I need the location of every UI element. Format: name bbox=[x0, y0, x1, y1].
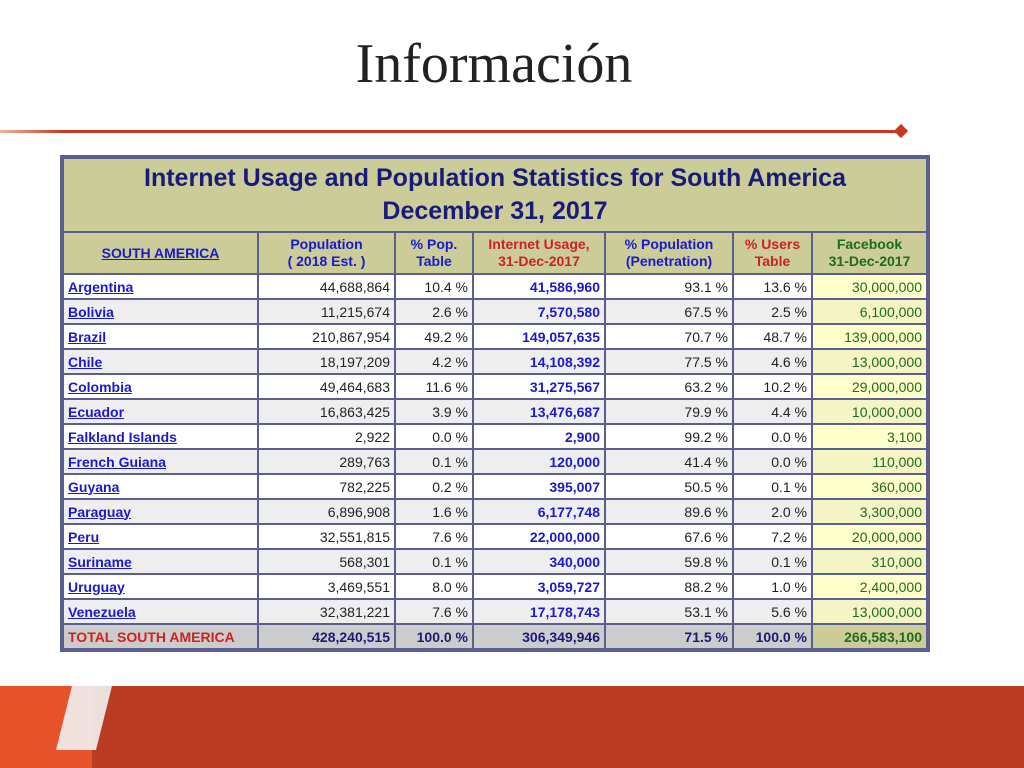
col-header-facebook: Facebook 31-Dec-2017 bbox=[813, 233, 926, 273]
population-cell: 18,197,209 bbox=[259, 350, 394, 373]
penetration-cell: 67.5 % bbox=[606, 300, 732, 323]
internet-usage-cell: 13,476,687 bbox=[474, 400, 604, 423]
penetration-cell: 99.2 % bbox=[606, 425, 732, 448]
population-cell: 3,469,551 bbox=[259, 575, 394, 598]
users-pct-cell: 13.6 % bbox=[734, 275, 811, 298]
internet-usage-cell: 22,000,000 bbox=[474, 525, 604, 548]
penetration-cell: 53.1 % bbox=[606, 600, 732, 623]
col-header-penetration: % Population (Penetration) bbox=[606, 233, 732, 273]
pop-pct-cell: 0.1 % bbox=[396, 550, 472, 573]
population-cell: 49,464,683 bbox=[259, 375, 394, 398]
population-cell: 210,867,954 bbox=[259, 325, 394, 348]
users-pct-cell: 48.7 % bbox=[734, 325, 811, 348]
users-pct-cell: 0.1 % bbox=[734, 550, 811, 573]
facebook-cell: 13,000,000 bbox=[813, 350, 926, 373]
table-title-line2: December 31, 2017 bbox=[382, 197, 608, 225]
penetration-cell: 59.8 % bbox=[606, 550, 732, 573]
facebook-cell: 3,300,000 bbox=[813, 500, 926, 523]
table-row bbox=[64, 600, 926, 623]
country-link[interactable]: French Guiana bbox=[64, 450, 257, 473]
population-cell: 2,922 bbox=[259, 425, 394, 448]
table-row bbox=[64, 475, 926, 498]
facebook-cell: 20,000,000 bbox=[813, 525, 926, 548]
population-cell: 289,763 bbox=[259, 450, 394, 473]
internet-usage-cell: 120,000 bbox=[474, 450, 604, 473]
country-link[interactable]: Colombia bbox=[64, 375, 257, 398]
pop-pct-cell: 7.6 % bbox=[396, 525, 472, 548]
country-link[interactable]: Chile bbox=[64, 350, 257, 373]
total-penetration: 71.5 % bbox=[606, 625, 732, 648]
facebook-cell: 29,000,000 bbox=[813, 375, 926, 398]
users-pct-cell: 10.2 % bbox=[734, 375, 811, 398]
internet-usage-cell: 149,057,635 bbox=[474, 325, 604, 348]
pop-pct-cell: 1.6 % bbox=[396, 500, 472, 523]
country-link[interactable]: Venezuela bbox=[64, 600, 257, 623]
pop-pct-cell: 0.1 % bbox=[396, 450, 472, 473]
penetration-cell: 89.6 % bbox=[606, 500, 732, 523]
table-title-line1: Internet Usage and Population Statistics for South America bbox=[144, 164, 846, 192]
internet-usage-cell: 41,586,960 bbox=[474, 275, 604, 298]
users-pct-cell: 4.4 % bbox=[734, 400, 811, 423]
country-link[interactable]: Suriname bbox=[64, 550, 257, 573]
facebook-cell: 6,100,000 bbox=[813, 300, 926, 323]
users-pct-cell: 0.1 % bbox=[734, 475, 811, 498]
table-row bbox=[64, 400, 926, 423]
table-row bbox=[64, 500, 926, 523]
population-cell: 44,688,864 bbox=[259, 275, 394, 298]
country-link[interactable]: Bolivia bbox=[64, 300, 257, 323]
table-row bbox=[64, 275, 926, 298]
pop-pct-cell: 0.0 % bbox=[396, 425, 472, 448]
population-cell: 568,301 bbox=[259, 550, 394, 573]
users-pct-cell: 2.0 % bbox=[734, 500, 811, 523]
stats-table-frame bbox=[60, 155, 930, 652]
col-header-population: Population ( 2018 Est. ) bbox=[259, 233, 394, 273]
table-row bbox=[64, 525, 926, 548]
table-row bbox=[64, 450, 926, 473]
penetration-cell: 41.4 % bbox=[606, 450, 732, 473]
population-cell: 32,551,815 bbox=[259, 525, 394, 548]
internet-usage-cell: 3,059,727 bbox=[474, 575, 604, 598]
facebook-cell: 3,100 bbox=[813, 425, 926, 448]
table-row bbox=[64, 375, 926, 398]
country-link[interactable]: Ecuador bbox=[64, 400, 257, 423]
stats-table bbox=[62, 157, 928, 650]
total-pop-pct: 100.0 % bbox=[396, 625, 472, 648]
total-row bbox=[64, 625, 926, 648]
total-facebook: 266,583,100 bbox=[813, 625, 926, 648]
penetration-cell: 67.6 % bbox=[606, 525, 732, 548]
divider-diamond-icon bbox=[894, 124, 908, 138]
users-pct-cell: 2.5 % bbox=[734, 300, 811, 323]
pop-pct-cell: 3.9 % bbox=[396, 400, 472, 423]
users-pct-cell: 0.0 % bbox=[734, 450, 811, 473]
facebook-cell: 360,000 bbox=[813, 475, 926, 498]
penetration-cell: 79.9 % bbox=[606, 400, 732, 423]
table-row bbox=[64, 300, 926, 323]
pop-pct-cell: 49.2 % bbox=[396, 325, 472, 348]
table-row bbox=[64, 425, 926, 448]
internet-usage-cell: 2,900 bbox=[474, 425, 604, 448]
country-link[interactable]: Brazil bbox=[64, 325, 257, 348]
pop-pct-cell: 2.6 % bbox=[396, 300, 472, 323]
pop-pct-cell: 0.2 % bbox=[396, 475, 472, 498]
penetration-cell: 63.2 % bbox=[606, 375, 732, 398]
col-header-users-table: % Users Table bbox=[734, 233, 811, 273]
table-row bbox=[64, 575, 926, 598]
population-cell: 16,863,425 bbox=[259, 400, 394, 423]
penetration-cell: 88.2 % bbox=[606, 575, 732, 598]
country-link[interactable]: Guyana bbox=[64, 475, 257, 498]
country-link[interactable]: Paraguay bbox=[64, 500, 257, 523]
facebook-cell: 30,000,000 bbox=[813, 275, 926, 298]
pop-pct-cell: 11.6 % bbox=[396, 375, 472, 398]
internet-usage-cell: 17,178,743 bbox=[474, 600, 604, 623]
users-pct-cell: 0.0 % bbox=[734, 425, 811, 448]
internet-usage-cell: 31,275,567 bbox=[474, 375, 604, 398]
col-header-region[interactable]: SOUTH AMERICA bbox=[64, 233, 257, 273]
penetration-cell: 50.5 % bbox=[606, 475, 732, 498]
population-cell: 32,381,221 bbox=[259, 600, 394, 623]
col-header-internet-usage: Internet Usage, 31-Dec-2017 bbox=[474, 233, 604, 273]
facebook-cell: 13,000,000 bbox=[813, 600, 926, 623]
table-row bbox=[64, 325, 926, 348]
country-link[interactable]: Uruguay bbox=[64, 575, 257, 598]
table-row bbox=[64, 350, 926, 373]
pop-pct-cell: 7.6 % bbox=[396, 600, 472, 623]
penetration-cell: 93.1 % bbox=[606, 275, 732, 298]
country-link[interactable]: Falkland Islands bbox=[64, 425, 257, 448]
pop-pct-cell: 10.4 % bbox=[396, 275, 472, 298]
internet-usage-cell: 14,108,392 bbox=[474, 350, 604, 373]
users-pct-cell: 1.0 % bbox=[734, 575, 811, 598]
internet-usage-cell: 395,007 bbox=[474, 475, 604, 498]
total-users-pct: 100.0 % bbox=[734, 625, 811, 648]
internet-usage-cell: 6,177,748 bbox=[474, 500, 604, 523]
population-cell: 782,225 bbox=[259, 475, 394, 498]
bottom-band bbox=[0, 686, 1024, 768]
facebook-cell: 110,000 bbox=[813, 450, 926, 473]
table-title-row bbox=[64, 159, 926, 231]
population-cell: 11,215,674 bbox=[259, 300, 394, 323]
col-header-pop-table: % Pop. Table bbox=[396, 233, 472, 273]
facebook-cell: 10,000,000 bbox=[813, 400, 926, 423]
total-internet-usage: 306,349,946 bbox=[474, 625, 604, 648]
total-label: TOTAL SOUTH AMERICA bbox=[64, 625, 257, 648]
total-population: 428,240,515 bbox=[259, 625, 394, 648]
pop-pct-cell: 4.2 % bbox=[396, 350, 472, 373]
facebook-cell: 310,000 bbox=[813, 550, 926, 573]
users-pct-cell: 5.6 % bbox=[734, 600, 811, 623]
facebook-cell: 139,000,000 bbox=[813, 325, 926, 348]
table-row bbox=[64, 550, 926, 573]
column-header-row bbox=[64, 233, 926, 273]
penetration-cell: 70.7 % bbox=[606, 325, 732, 348]
table-title bbox=[64, 159, 926, 231]
title-divider bbox=[0, 130, 900, 133]
slide-title: Información bbox=[355, 33, 633, 95]
users-pct-cell: 7.2 % bbox=[734, 525, 811, 548]
population-cell: 6,896,908 bbox=[259, 500, 394, 523]
pop-pct-cell: 8.0 % bbox=[396, 575, 472, 598]
country-link[interactable]: Peru bbox=[64, 525, 257, 548]
internet-usage-cell: 340,000 bbox=[474, 550, 604, 573]
users-pct-cell: 4.6 % bbox=[734, 350, 811, 373]
internet-usage-cell: 7,570,580 bbox=[474, 300, 604, 323]
country-link[interactable]: Argentina bbox=[64, 275, 257, 298]
facebook-cell: 2,400,000 bbox=[813, 575, 926, 598]
penetration-cell: 77.5 % bbox=[606, 350, 732, 373]
